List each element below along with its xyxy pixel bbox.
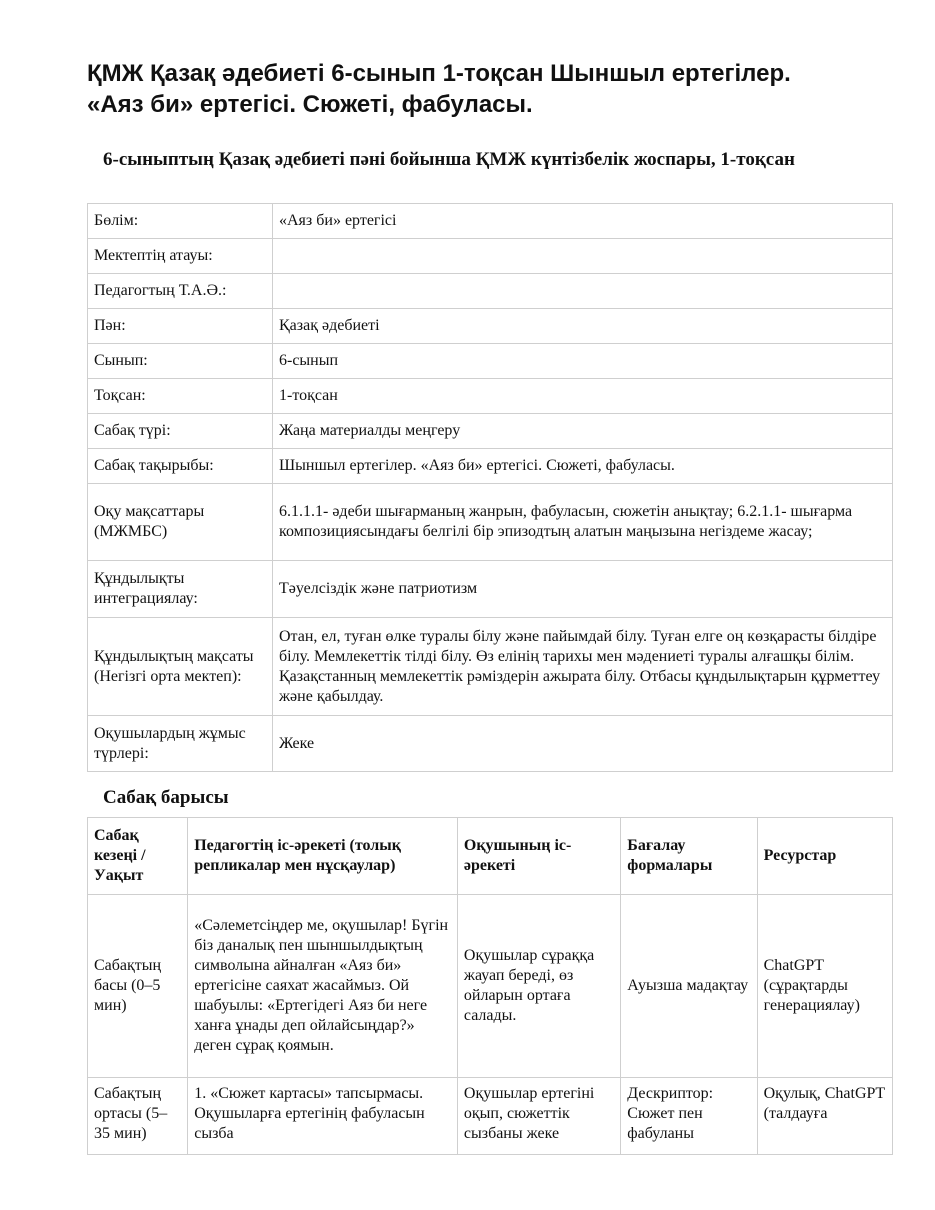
table-cell bbox=[757, 1078, 892, 1155]
table-header-row bbox=[88, 818, 893, 895]
info-value: Шыншыл ертегілер. «Аяз би» ертегісі. Сюжеті, фабуласы. bbox=[273, 449, 893, 484]
info-label: Бөлім: bbox=[88, 204, 273, 239]
page-title: ҚМЖ Қазақ әдебиеті 6-сынып 1-тоқсан Шыншыл ертегілер. «Аяз би» ертегісі. Сюжеті, фабуласы. bbox=[87, 60, 791, 118]
cell-text: 1. «Сюжет картасы» тапсырмасы. Оқушыларға ертегінің фабуласын сызба bbox=[194, 1085, 425, 1142]
column-header: Бағалау формалары bbox=[621, 818, 757, 895]
table-cell bbox=[88, 1078, 188, 1155]
info-value: 1-тоқсан bbox=[273, 379, 893, 414]
table-row bbox=[88, 484, 893, 561]
info-value: Отан, ел, туған өлке туралы білу және пайымдай білу. Туған елге оң көзқарасты білдіре білу. Мемлекеттік тілді білу. Өз елінің тарихы мен мәдениеті туралы алғашқы білім. Қазақстанның мемлекеттік рәміздерін ажырата білу. Отбасы құндылықтарын құрметтеу және қабылдау. bbox=[273, 618, 893, 716]
column-header: Педагогтің іс-әрекеті (толық репликалар мен нұсқаулар) bbox=[188, 818, 458, 895]
table-cell: ChatGPT (сұрақтарды генерациялау) bbox=[757, 895, 892, 1078]
cell-text: Сабақтың ортасы (5–35 мин) bbox=[94, 1085, 168, 1142]
info-label: Пән: bbox=[88, 309, 273, 344]
table-cell: Ауызша мадақтау bbox=[621, 895, 757, 1078]
page-subtitle: 6-сыныптың Қазақ әдебиеті пәні бойынша ҚМЖ күнтізбелік жоспары, 1-тоқсан bbox=[103, 149, 795, 170]
info-label: Құндылықты интеграциялау: bbox=[88, 561, 273, 618]
info-label: Педагогтың Т.А.Ә.: bbox=[88, 274, 273, 309]
table-row bbox=[88, 204, 893, 239]
table-row bbox=[88, 716, 893, 772]
table-cell: Сабақтың басы (0–5 мин) bbox=[88, 895, 188, 1078]
table-cell bbox=[621, 1078, 757, 1155]
table-row bbox=[88, 561, 893, 618]
info-value bbox=[273, 239, 893, 274]
info-label: Мектептің атауы: bbox=[88, 239, 273, 274]
info-label: Оқушылардың жұмыс түрлері: bbox=[88, 716, 273, 772]
table-cell: Оқушылар сұраққа жауап береді, өз ойларын ортаға салады. bbox=[457, 895, 620, 1078]
table-row bbox=[88, 1078, 893, 1155]
table-cell bbox=[457, 1078, 620, 1155]
table-row bbox=[88, 379, 893, 414]
info-label: Сабақ түрі: bbox=[88, 414, 273, 449]
info-value: Қазақ әдебиеті bbox=[273, 309, 893, 344]
table-cell: «Сәлеметсіңдер ме, оқушылар! Бүгін біз даналық пен шыншылдықтың символына айналған «Аяз би» ертегісіне саяхат жасаймыз. Ой шабуылы: «Ертегідегі Аяз би неге ханға ұнады деп ойлайсыңдар?» деген сұрақ қоямын. bbox=[188, 895, 458, 1078]
info-label: Құндылықтың мақсаты (Негізгі орта мектеп): bbox=[88, 618, 273, 716]
table-cell bbox=[188, 1078, 458, 1155]
table-row bbox=[88, 618, 893, 716]
cell-text: Дескриптор: Сюжет пен фабуланы bbox=[627, 1085, 714, 1142]
table-row bbox=[88, 274, 893, 309]
table-row bbox=[88, 895, 893, 1078]
table-row bbox=[88, 239, 893, 274]
cell-text: Оқушылар ертегіні оқып, сюжеттік сызбаны жеке bbox=[463, 1085, 595, 1142]
table-row bbox=[88, 414, 893, 449]
info-value bbox=[273, 274, 893, 309]
info-value: «Аяз би» ертегісі bbox=[273, 204, 893, 239]
table-row bbox=[88, 449, 893, 484]
column-header: Сабақ кезеңі / Уақыт bbox=[88, 818, 188, 895]
info-label: Сынып: bbox=[88, 344, 273, 379]
info-label: Тоқсан: bbox=[88, 379, 273, 414]
info-value: Тәуелсіздік және патриотизм bbox=[273, 561, 893, 618]
column-header: Ресурстар bbox=[757, 818, 892, 895]
info-value: 6.1.1.1- әдеби шығарманың жанрын, фабуласын, сюжетін анықтау; 6.2.1.1- шығарма композициясындағы белгілі бір эпизодтың алатын маңызына негіздеме жасау; bbox=[273, 484, 893, 561]
table-row bbox=[88, 309, 893, 344]
info-value: 6-сынып bbox=[273, 344, 893, 379]
info-value: Жеке bbox=[273, 716, 893, 772]
info-label: Оқу мақсаттары (МЖМБС) bbox=[88, 484, 273, 561]
info-label: Сабақ тақырыбы: bbox=[88, 449, 273, 484]
section-title: Сабақ барысы bbox=[103, 787, 229, 808]
cell-text: Оқулық, ChatGPT (талдауға bbox=[763, 1085, 885, 1122]
column-header: Оқушының іс-әрекеті bbox=[457, 818, 620, 895]
lesson-info-table bbox=[87, 203, 893, 772]
lesson-course-table bbox=[87, 817, 893, 1155]
table-row bbox=[88, 344, 893, 379]
info-value: Жаңа материалды меңгеру bbox=[273, 414, 893, 449]
